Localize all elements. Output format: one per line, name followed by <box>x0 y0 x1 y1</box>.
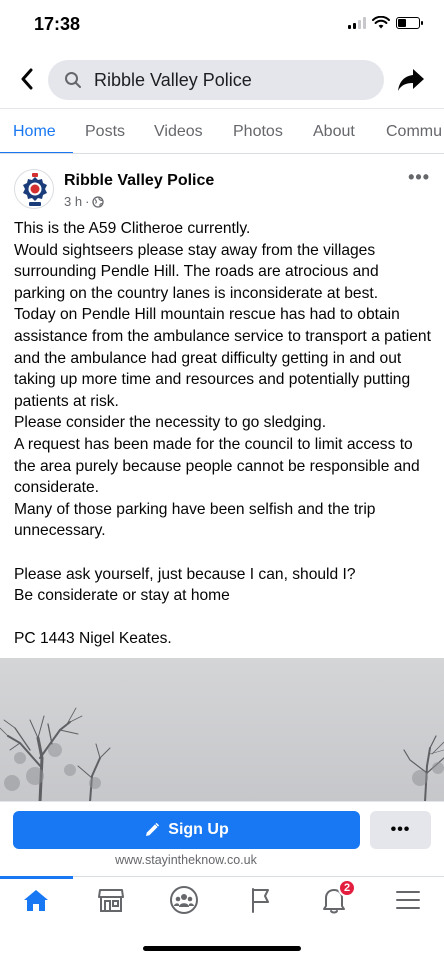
tab-videos[interactable]: Videos <box>154 123 203 140</box>
share-arrow-icon <box>396 66 426 94</box>
post-options-icon[interactable]: ••• <box>408 167 430 187</box>
back-button[interactable] <box>14 64 40 94</box>
meta-separator: · <box>85 194 90 209</box>
chevron-left-icon <box>20 68 34 90</box>
pages-flag-icon <box>248 886 272 914</box>
nav-menu[interactable] <box>392 885 424 915</box>
search-input[interactable] <box>48 60 384 100</box>
nav-groups[interactable] <box>168 885 200 915</box>
more-options-button[interactable]: ••• <box>370 811 431 849</box>
tab-home[interactable]: Home <box>13 123 56 140</box>
home-indicator <box>143 946 301 951</box>
marketplace-icon <box>97 887 125 913</box>
nav-marketplace[interactable] <box>95 885 127 915</box>
signup-bar <box>0 801 444 877</box>
tab-photos[interactable]: Photos <box>233 123 283 140</box>
avatar[interactable] <box>14 169 54 209</box>
pencil-icon <box>144 822 160 838</box>
cellular-signal-icon <box>348 17 366 29</box>
home-icon <box>23 888 49 912</box>
search-row <box>0 56 444 106</box>
status-icons <box>348 16 420 29</box>
snowy-trees-photo <box>0 658 444 802</box>
groups-icon <box>169 885 199 915</box>
wifi-icon <box>372 16 390 29</box>
post-body: This is the A59 Clitheroe currently. Would sightseers please stay away from the villages surrounding Pendle Hill. The roads are atrocious and parking on the country lanes is inconsiderate at best. Today on Pendle Hill mountain rescue has had to obtain assistance from the ambulance service to transport a patient and the ambulance had great difficulty getting in and out taking up more time and resources and potentially putting patients at risk. Please consider the necessity to go sledging. A request has been made for the council to limit access to the area purely because people cannot be responsible and considerate. Many of those parking have been selfish and the trip unnecessary. Please ask yourself, just because I can, should I? Be considerate or stay at home PC 1443 Nigel Keates. <box>14 220 431 648</box>
tab-posts[interactable]: Posts <box>85 123 126 140</box>
menu-icon <box>395 889 421 911</box>
status-time: 17:38 <box>34 14 81 34</box>
bottom-nav <box>0 876 444 926</box>
sign-up-button[interactable] <box>13 811 360 849</box>
notification-badge: 2 <box>338 879 356 897</box>
active-tab-indicator <box>0 152 73 154</box>
globe-icon <box>92 196 104 208</box>
sign-up-label: Sign Up <box>168 821 229 838</box>
status-bar <box>0 0 444 50</box>
post-author[interactable]: Ribble Valley Police <box>64 172 215 189</box>
active-nav-indicator <box>0 876 73 879</box>
nav-notifications[interactable] <box>318 882 351 915</box>
share-button[interactable] <box>396 66 426 94</box>
search-query: Ribble Valley Police <box>94 69 252 90</box>
nav-pages[interactable] <box>244 885 276 915</box>
nav-home[interactable] <box>20 885 52 915</box>
police-crest-icon <box>15 170 54 209</box>
source-url: www.stayintheknow.co.uk <box>115 853 257 867</box>
tab-about[interactable]: About <box>313 123 355 140</box>
tab-community[interactable]: Commu <box>386 123 443 140</box>
post-time: 3 h <box>64 194 83 209</box>
post-meta <box>64 194 104 209</box>
search-icon <box>64 71 82 89</box>
page-tabs <box>0 108 444 154</box>
post-image[interactable] <box>0 658 444 802</box>
battery-icon <box>396 17 420 29</box>
